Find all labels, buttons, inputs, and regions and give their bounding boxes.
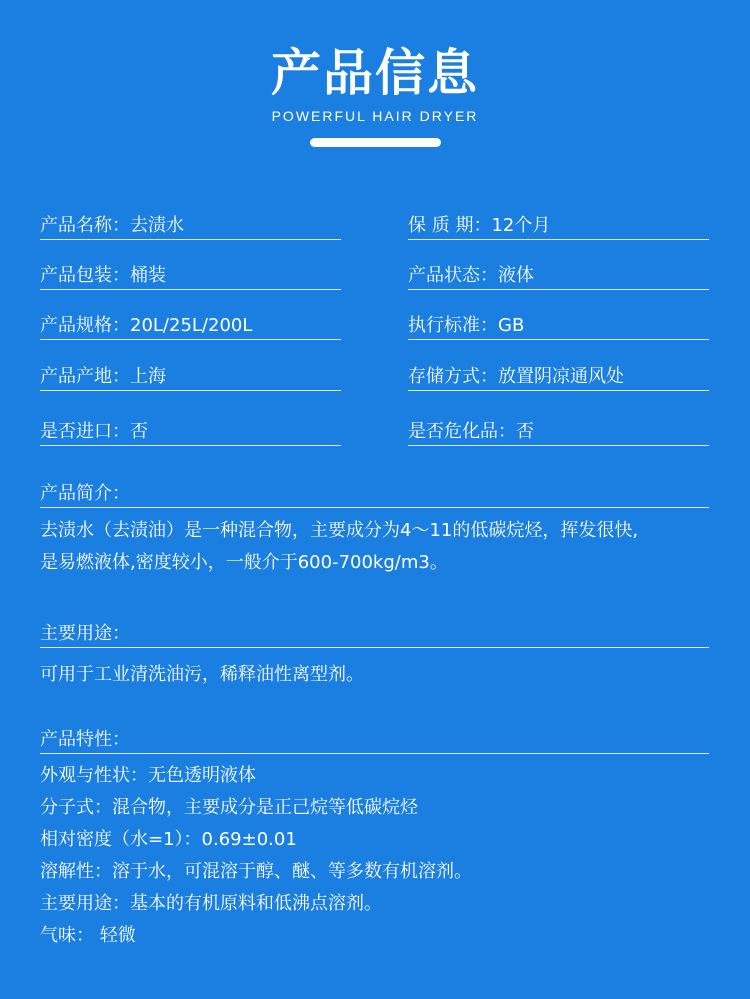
page-subtitle: POWERFUL HAIR DRYER	[271, 108, 479, 124]
intro-line: 是易燃液体,密度较小，一般介于600-700kg/m3。	[40, 552, 448, 573]
field-storage: 存储方式：放置阴凉通风处	[408, 364, 709, 391]
property-line: 主要用途：基本的有机原料和低沸点溶剂。	[40, 893, 382, 914]
title-underline-bar	[310, 138, 441, 147]
page-title: 产品信息	[271, 44, 479, 102]
properties-heading: 产品特性：	[40, 727, 709, 754]
property-line: 外观与性状：无色透明液体	[40, 765, 256, 786]
field-hazardous: 是否危化品：否	[408, 419, 709, 446]
usage-line: 可用于工业清洗油污，稀释油性离型剂。	[40, 664, 364, 685]
intro-line: 去渍水（去渍油）是一种混合物，主要成分为4～11的低碳烷烃，挥发很快,	[40, 520, 639, 541]
field-shelf-life: 保 质 期：12个月	[408, 213, 709, 240]
intro-text	[40, 515, 720, 579]
usage-text	[40, 659, 720, 691]
field-imported: 是否进口：否	[40, 419, 341, 446]
property-line: 相对密度（水=1）：0.69±0.01	[40, 829, 297, 850]
property-line: 分子式：混合物，主要成分是正己烷等低碳烷烃	[40, 797, 418, 818]
intro-heading: 产品简介：	[40, 481, 709, 508]
property-line: 溶解性：溶于水，可混溶于醇、醚、等多数有机溶剂。	[40, 861, 472, 882]
field-spec: 产品规格：20L/25L/200L	[40, 313, 341, 340]
field-packaging: 产品包装：桶装	[40, 263, 341, 290]
field-state: 产品状态：液体	[408, 263, 709, 290]
properties-text	[40, 760, 720, 952]
usage-heading: 主要用途：	[40, 621, 709, 648]
property-line: 气味： 轻微	[40, 925, 136, 946]
field-standard: 执行标准：GB	[408, 313, 709, 340]
field-origin: 产品产地：上海	[40, 364, 341, 391]
field-product-name: 产品名称：去渍水	[40, 213, 341, 240]
